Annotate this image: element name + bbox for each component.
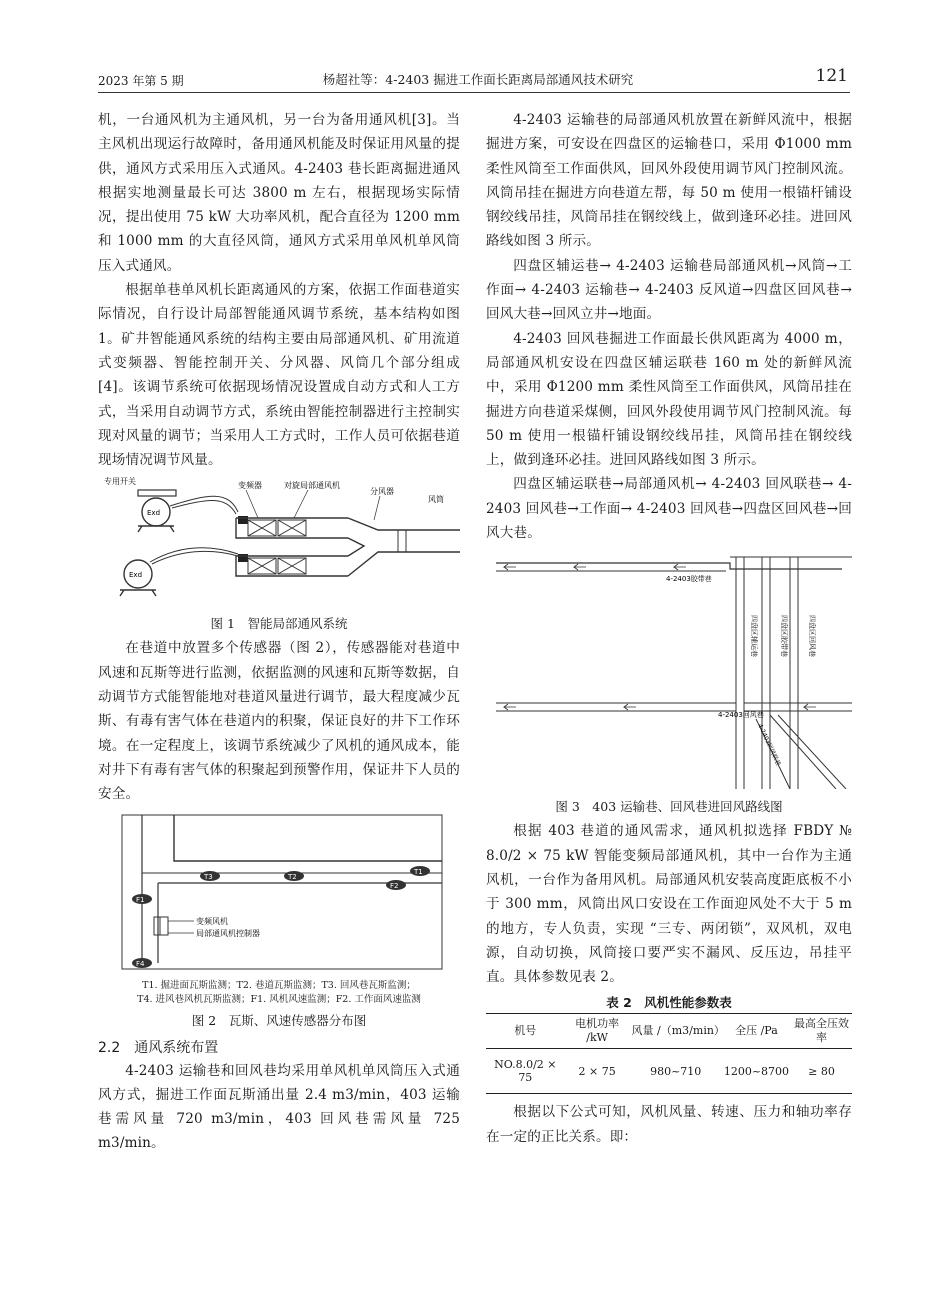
column-header: 最高全压效率 — [791, 1014, 852, 1049]
paragraph: 根据 403 巷道的通风需求，通风机拟选择 FBDY № 8.0/2 × 75 kW 智能变频局部通风机，其中一台作为主通风机，一台作为备用风机。局部通风机安装高度距底板不小于 300 mm，风筒出风口安设在工作面迎风处不大于 5 m 的地方，专人负责，实现 “三专、两闭锁”，双风机，双电源，自动切换，风筒接口要严实不漏风、反压边，吊挂平直。具体参数见表 2。 — [486, 823, 852, 986]
fan-parameter-table — [486, 1013, 852, 1094]
table-title: 表 2 风机性能参数表 — [606, 995, 732, 1011]
page-header — [98, 66, 850, 93]
paragraph: 根据单巷单风机长距离通风的方案，依据工作面巷道实际情况，自行设计局部智能通风调节系统，基本结构如图 1。矿井智能通风系统的结构主要由局部通风机、矿用流道式变频器、智能控制开关、分风器、风筒几个部分组成[4]。该调节系统可依据现场情况设置成自动方式和人工方式，当采用自动调节方式，系统由智能控制器进行主控制实现对风量的调节；当采用人工方式时，工作人员可依据巷道现场情况调节风量。 — [98, 282, 460, 469]
svg-text:分风器: 分风器 — [370, 487, 394, 497]
column-header: 风量 /（m3/min） — [630, 1014, 722, 1049]
running-title: 杨超社等：4-2403 掘进工作面长距离局部通风技术研究 — [322, 72, 634, 87]
svg-text:T2: T2 — [288, 872, 297, 881]
figure-2-note-2: T4. 进风巷风机瓦斯监测；F1. 风机风速监测；F2. 工作面风速监测 — [137, 993, 421, 1005]
switch-label: 专用开关 — [104, 477, 136, 487]
figure-3 — [486, 555, 852, 817]
figure-2-caption: 图 2 瓦斯、风速传感器分布图 — [191, 1012, 367, 1028]
figure-2 — [98, 813, 460, 1031]
journal-issue: 2023 年第 5 期 — [98, 74, 184, 88]
paragraph: 根据以下公式可知，风机风量、转速、压力和轴功率存在一定的正比关系。即： — [486, 1104, 852, 1145]
table-cell: NO.8.0/2 × 75 — [486, 1049, 565, 1094]
left-column — [98, 108, 460, 1156]
paragraph: 机，一台通风机为主通风机，另一台为备用通风机[3]。当主风机出现运行故障时，备用通风机能及时保证用风量的提供，通风方式采用压入式通风。4-2403 巷长距离掘进通风根据实地测量最长可达 3800 m 左右，根据现场实际情况，提出使用 75 kW 大功率风机，配合直径为 1200 mm 和 1000 mm 的大直径风筒，通风方式采用单风机单风筒压入式通风。 — [98, 112, 460, 274]
figure-1 — [98, 474, 460, 634]
svg-text:风筒: 风筒 — [428, 495, 444, 505]
table-row — [486, 1049, 852, 1094]
page-number: 121 — [815, 66, 848, 86]
svg-text:Exd: Exd — [147, 509, 161, 518]
table-cell: 980~710 — [630, 1049, 722, 1094]
svg-text:F4: F4 — [136, 959, 145, 968]
svg-text:Exd: Exd — [129, 571, 143, 580]
svg-text:4-2403胶带巷: 4-2403胶带巷 — [666, 575, 712, 584]
svg-text:四盘区辅运巷: 四盘区辅运巷 — [750, 615, 758, 658]
paragraph: 在巷道中放置多个传感器（图 2），传感器能对巷道中风速和瓦斯等进行监测，依据监测的风速和瓦斯等数据，自动调节方式能智能地对巷道风量进行调节，最大程度减少瓦斯、有毒有害气体在巷道内的积聚，保证良好的井下工作环境。在一定程度上，该调节系统减少了风机的通风成本，能对井下有毒有害气体的积聚起到预警作用，保证井下人员的安全。 — [98, 640, 460, 803]
svg-text:变频风机: 变频风机 — [196, 916, 228, 926]
table-cell: 1200~8700 — [722, 1049, 791, 1094]
svg-text:T1: T1 — [414, 867, 423, 876]
right-column — [486, 108, 852, 1149]
table-cell: 2 × 75 — [565, 1049, 630, 1094]
svg-text:4-2403回风巷: 4-2403回风巷 — [718, 711, 764, 720]
table-cell: ≥ 80 — [791, 1049, 852, 1094]
column-header: 机号 — [486, 1014, 565, 1049]
figure-3-caption: 图 3 403 运输巷、回风巷进回风路线图 — [555, 799, 783, 815]
paragraph: 四盘区辅运联巷→局部通风机→ 4-2403 回风联巷→ 4-2403 回风巷→工作面→ 4-2403 回风巷→四盘区回风巷→回风大巷。 — [486, 476, 852, 542]
svg-text:T3: T3 — [204, 872, 213, 881]
column-header: 电机功率 /kW — [565, 1014, 630, 1049]
svg-text:4-2403回风联巷: 4-2403回风联巷 — [756, 723, 782, 768]
svg-text:对旋局部通风机: 对旋局部通风机 — [284, 481, 340, 491]
svg-text:F2: F2 — [390, 881, 399, 890]
section-heading: 2.2 通风系统布置 — [98, 1039, 219, 1056]
paragraph: 四盘区辅运巷→ 4-2403 运输巷局部通风机→风筒→工作面→ 4-2403 运输巷→ 4-2403 反风道→四盘区回风巷→回风大巷→回风立井→地面。 — [486, 257, 852, 323]
svg-text:局部通风机控制器: 局部通风机控制器 — [196, 928, 260, 938]
svg-text:四盘区回风巷: 四盘区回风巷 — [808, 615, 816, 658]
svg-text:变频器: 变频器 — [238, 481, 262, 491]
sensor-layout-diagram — [98, 813, 460, 975]
column-header: 全压 /Pa — [722, 1014, 791, 1049]
paragraph: 4-2403 运输巷和回风巷均采用单风机单风筒压入式通风方式，掘进工作面瓦斯涌出量 2.4 m3/min，403 运输巷需风量 720 m3/min，403 回风巷需风量 725 m3/min。 — [98, 1062, 460, 1152]
figure-2-note-1: T1. 掘进面瓦斯监测；T2. 巷道瓦斯监测；T3. 回风巷瓦斯监测； — [142, 979, 416, 991]
svg-text:四盘区胶带巷: 四盘区胶带巷 — [780, 615, 788, 658]
ventilation-system-diagram — [98, 474, 460, 606]
paragraph: 4-2403 回风巷掘进工作面最长供风距离为 4000 m，局部通风机安设在四盘区辅运联巷 160 m 处的新鲜风流中，采用 Φ1200 mm 柔性风筒至工作面供风，风筒吊挂在掘进方向巷道采煤侧，回风外段使用调节风门控制风流。每 50 m 使用一根锚杆铺设钢绞线吊挂，风筒吊挂在钢绞线上，做到逢环必挂。进回风路线如图 3 所示。 — [486, 330, 852, 469]
figure-1-caption: 图 1 智能局部通风系统 — [210, 616, 348, 632]
svg-text:F1: F1 — [136, 895, 145, 904]
paragraph: 4-2403 运输巷的局部通风机放置在新鲜风流中，根据掘进方案，可安设在四盘区的运输巷口，采用 Φ1000 mm 柔性风筒至工作面供风，回风外段使用调节风门控制风流。风筒吊挂在掘进方向巷道左帮，每 50 m 使用一根锚杆铺设钢绞线吊挂，风筒吊挂在钢绞线上，做到逢环必挂。进回风路线如图 3 所示。 — [486, 112, 852, 250]
airflow-route-diagram — [486, 555, 852, 789]
